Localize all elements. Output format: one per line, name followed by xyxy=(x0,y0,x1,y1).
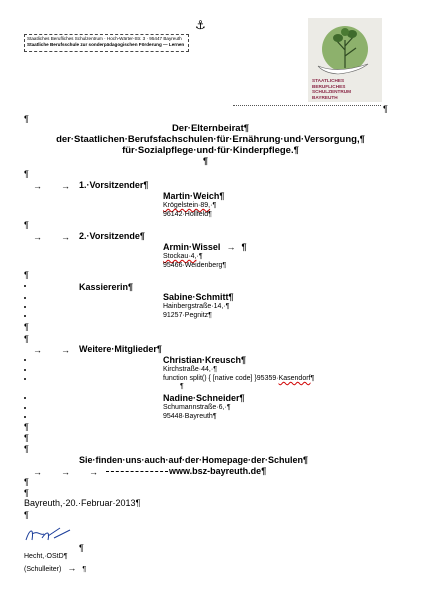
member-city: 95448·Bayreuth¶ xyxy=(163,413,217,420)
member-role: 2.·Vorsitzende¶ xyxy=(79,231,145,241)
member-role: Kassiererin¶ xyxy=(79,282,134,292)
bullet xyxy=(24,378,26,380)
address-line-1: Staatliches Berufliches Schulzentrum · Hoch-Wärter-Str. 3 · 95447 Bayreuth xyxy=(27,36,182,41)
member-name: Armin·Wissel → ¶ xyxy=(163,242,247,252)
member-street: Schumannstraße·6,·¶ xyxy=(163,404,231,411)
title-text-2: der·Staatlichen·Berufsfachschulen·für·Ernährung·und·Versorgung, xyxy=(56,134,360,145)
title-line-2 xyxy=(0,134,421,145)
member-name: Sabine·Schmitt¶ xyxy=(163,292,234,302)
pilcrow: ¶ xyxy=(24,433,29,443)
bullet xyxy=(24,397,26,399)
title-line-3 xyxy=(0,145,421,156)
pilcrow: ¶ xyxy=(203,156,209,166)
pilcrow: ¶ xyxy=(24,220,29,230)
school-logo xyxy=(308,18,382,102)
member-city: function split() { [native code] }95359·Kasendorf¶ xyxy=(163,375,315,382)
anchor-icon: ⚓ xyxy=(195,18,206,32)
tab-arrow-icon: → xyxy=(33,467,42,477)
member-name: Nadine·Schneider¶ xyxy=(163,393,245,403)
date-line: Bayreuth,·20.·Februar·2013¶ xyxy=(24,498,141,508)
tab-leader xyxy=(106,471,168,472)
member-name: Martin·Weich¶ xyxy=(163,191,225,201)
tree-hand-icon xyxy=(308,18,382,78)
tab-arrow-icon: → xyxy=(33,181,42,191)
pilcrow: ¶ xyxy=(24,169,29,179)
tab-arrow-icon: → xyxy=(61,467,70,477)
logo-text-1: STAATLICHES xyxy=(312,78,345,83)
title-text-1: Der·Elternbeirat xyxy=(171,123,244,134)
pilcrow: ¶ xyxy=(359,134,365,145)
bullet xyxy=(24,297,26,299)
tab-arrow-icon: → xyxy=(61,345,70,355)
bullet xyxy=(24,359,26,361)
pilcrow: ¶ xyxy=(293,145,299,156)
homepage-url[interactable]: www.bsz-bayreuth.de¶ xyxy=(169,466,267,476)
homepage-line: Sie·finden·uns·auch·auf·der·Homepage·der·Schulen¶ xyxy=(79,455,309,465)
bullet xyxy=(24,315,26,317)
address-line-2: Staatliche Berufsschule zur sonderpädagogischen Förderung — Lernen xyxy=(27,42,185,47)
tab-arrow-icon: → xyxy=(33,345,42,355)
tab-arrow-icon: → xyxy=(61,232,70,242)
pilcrow: ¶ xyxy=(24,334,29,344)
pilcrow: ¶ xyxy=(24,114,29,124)
bullet xyxy=(24,285,26,287)
pilcrow: ¶ xyxy=(24,444,29,454)
signature-title: (Schulleiter) → ¶ xyxy=(24,563,87,573)
bullet xyxy=(24,369,26,371)
title-text-3: für·Sozialpflege·und·für·Kinderpflege. xyxy=(122,145,294,156)
member-street: Hainbergstraße·14,·¶ xyxy=(163,303,230,310)
pilcrow: ¶ xyxy=(79,543,84,553)
pilcrow: ¶ xyxy=(24,322,29,332)
member-name: Christian·Kreusch¶ xyxy=(163,355,247,365)
member-street: Stockau·4,·¶ xyxy=(163,253,203,260)
pilcrow: ¶ xyxy=(24,270,29,280)
bullet xyxy=(24,306,26,308)
member-role: 1.·Vorsitzender¶ xyxy=(79,180,149,190)
logo-text-2: BERUFLICHES SCHULZENTRUM xyxy=(312,83,352,95)
pilcrow: ¶ xyxy=(180,383,184,390)
member-city: 91257·Pegnitz¶ xyxy=(163,312,212,319)
pilcrow: ¶ xyxy=(24,422,29,432)
pilcrow: ¶ xyxy=(24,510,29,520)
logo-text-3: BAYREUTH xyxy=(312,94,338,100)
pilcrow: ¶ xyxy=(383,104,388,114)
tab-arrow-icon: → xyxy=(89,467,98,477)
pilcrow: ¶ xyxy=(243,123,250,134)
member-city: 96142·Hollfeld¶ xyxy=(163,211,212,218)
tab-arrow-icon: → xyxy=(33,232,42,242)
signature-name: Hecht,·OStD¶ xyxy=(24,553,68,560)
member-role: Weitere·Mitglieder¶ xyxy=(79,344,162,354)
member-street: Krögelstein·89,·¶ xyxy=(163,202,217,209)
member-city: 95466·Weidenberg¶ xyxy=(163,262,227,269)
bullet xyxy=(24,407,26,409)
tab-arrow-icon: → xyxy=(61,181,70,191)
pilcrow: ¶ xyxy=(24,488,29,498)
pilcrow: ¶ xyxy=(24,477,29,487)
title-line-1 xyxy=(0,123,421,134)
bullet xyxy=(24,416,26,418)
handwritten-signature xyxy=(24,524,76,546)
member-street: Kirchstraße·44,·¶ xyxy=(163,366,217,373)
dotted-line xyxy=(233,105,381,106)
letterhead-address-box xyxy=(24,34,189,52)
